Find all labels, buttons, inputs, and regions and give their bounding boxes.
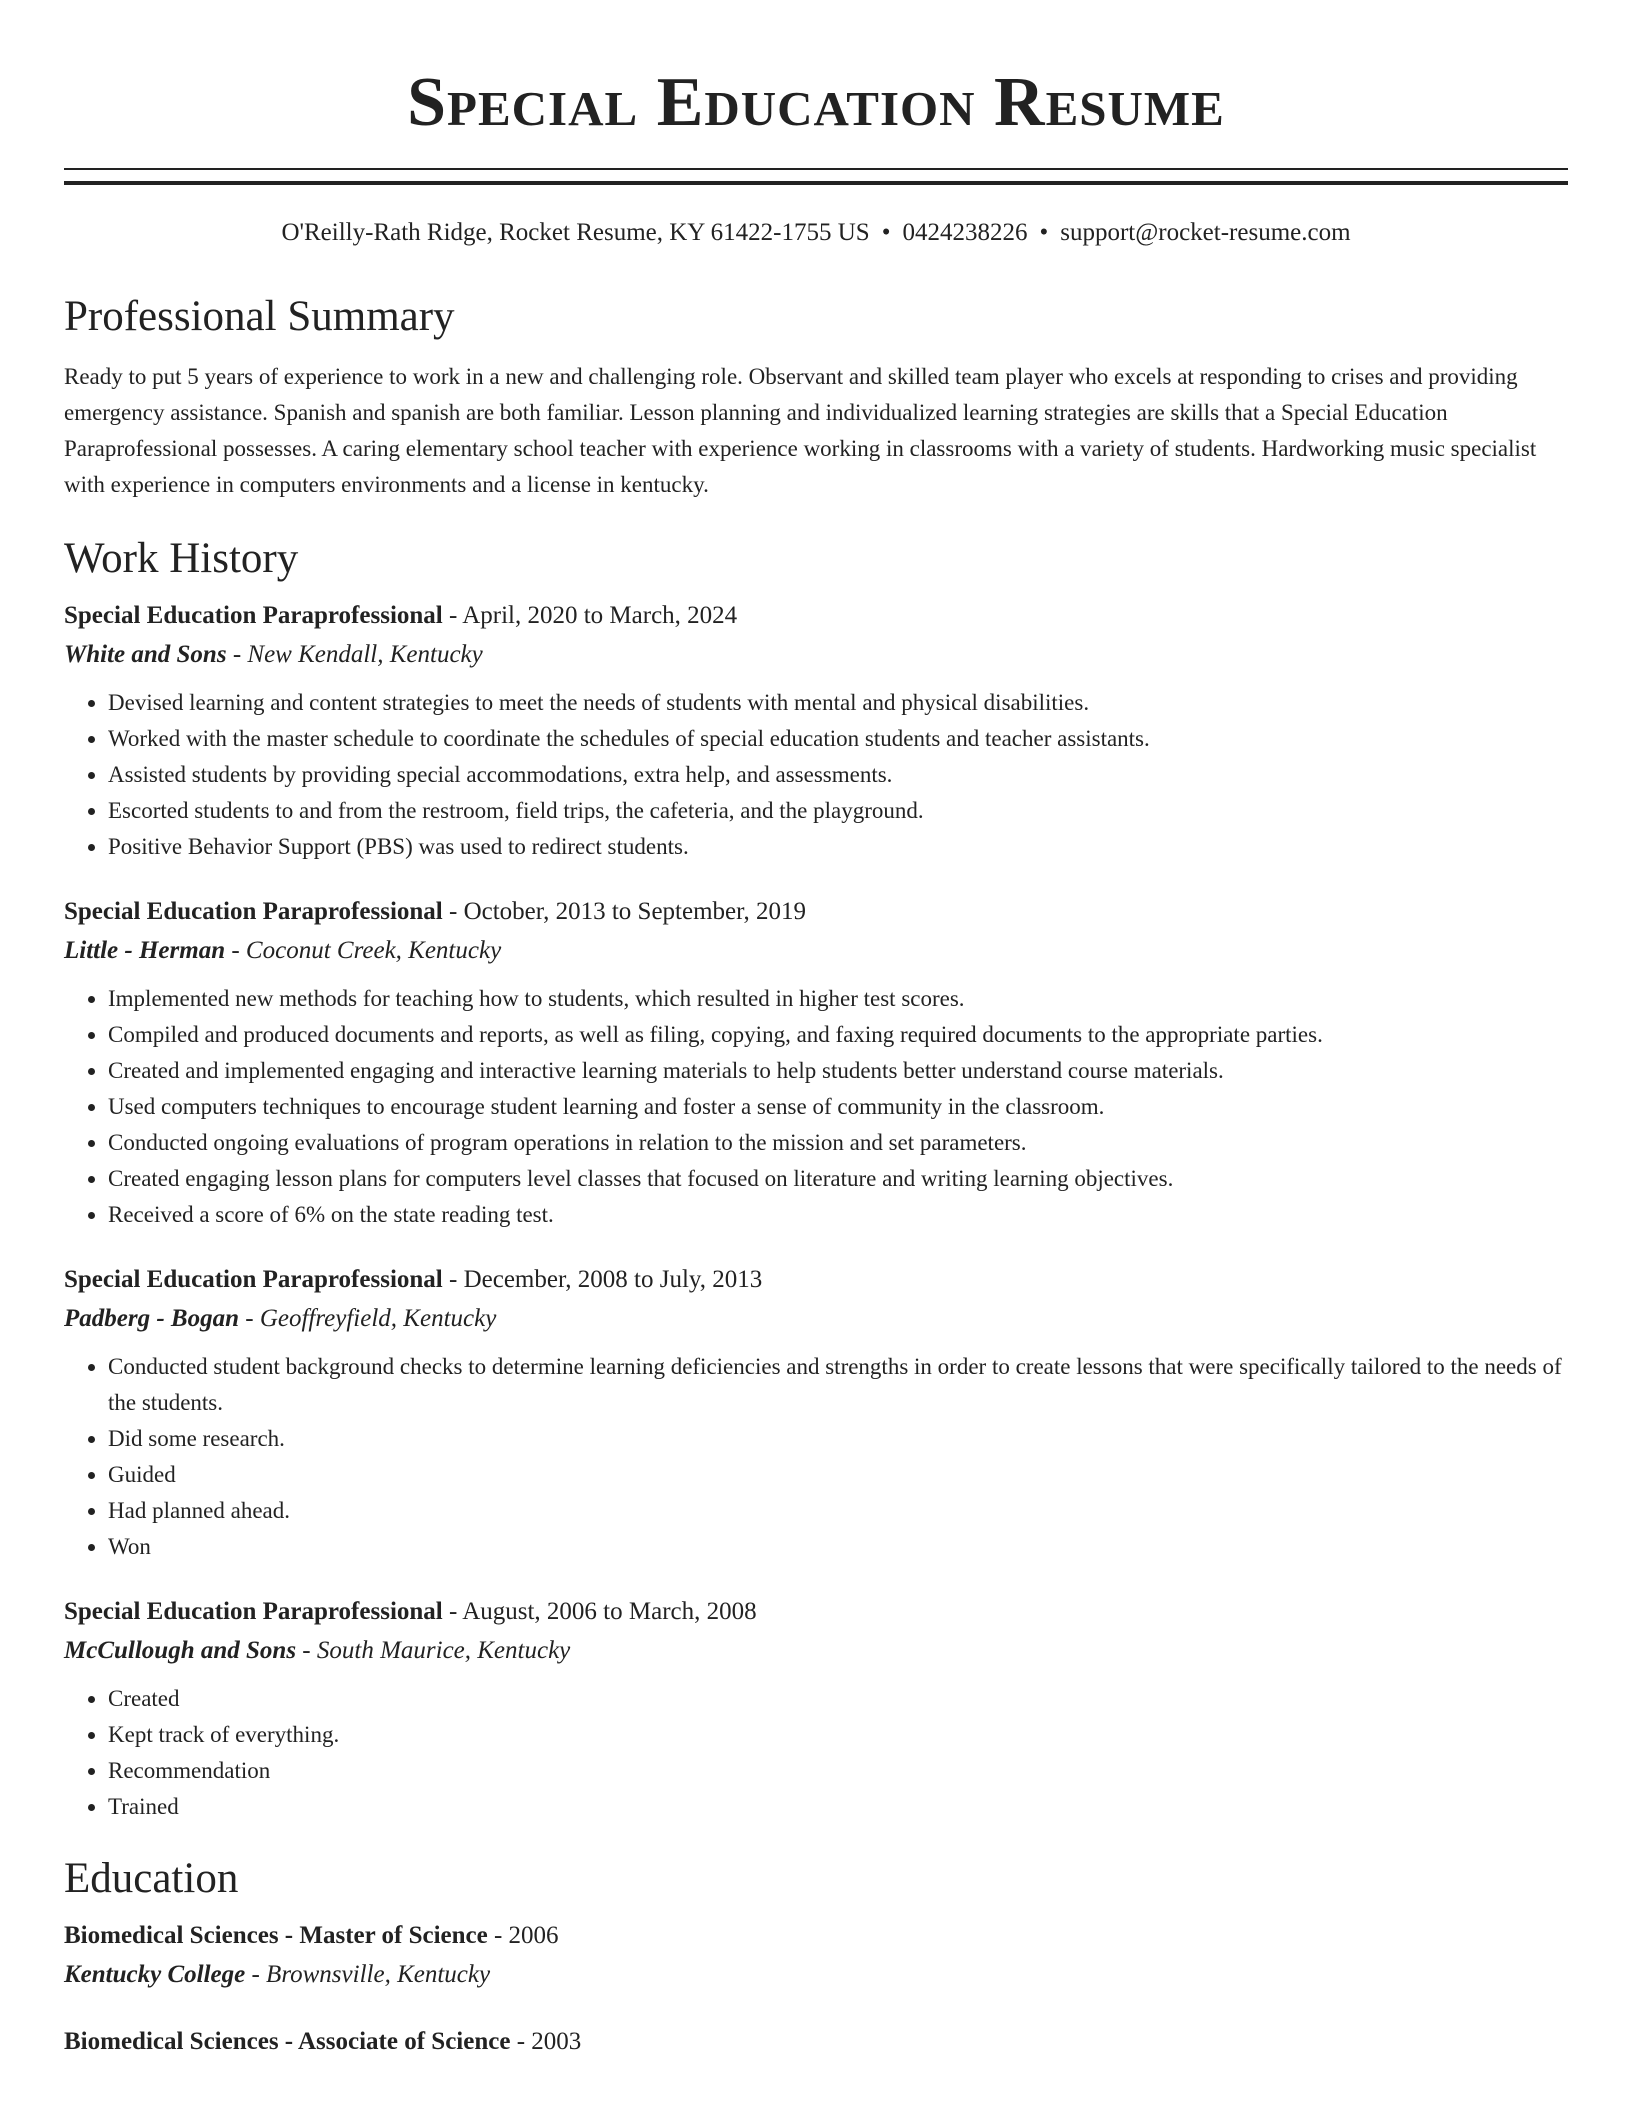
- degree-name: Biomedical Sciences - Associate of Science: [64, 2028, 511, 2055]
- degree-name: Biomedical Sciences - Master of Science: [64, 1922, 488, 1949]
- job-entry: [64, 597, 1568, 865]
- job-bullet: • Guided: [108, 1457, 1568, 1493]
- job-entry: [64, 893, 1568, 1233]
- contact-email: support@rocket-resume.com: [1060, 219, 1351, 246]
- summary-text: Ready to put 5 years of experience to work in a new and challenging role. Observant and skilled team player who excels at responding to crises and providing emergency assistance. Spanish and spanish are both familiar. Lesson planning and individualized learning strategies are skills that a Special Education Paraprofessional possesses. A caring elementary school teacher with experience working in classrooms with a variety of students. Hardworking music specialist with experience in computers environments and a license in kentucky.: [64, 364, 1537, 497]
- job-bullet: • Had planned ahead.: [108, 1493, 1568, 1529]
- job-entry: [64, 1261, 1568, 1565]
- company-location: - South Maurice, Kentucky: [296, 1637, 571, 1664]
- job-title: Special Education Paraprofessional: [64, 1598, 443, 1625]
- education-heading: Education: [64, 1855, 239, 1902]
- contact-phone: 0424238226: [902, 219, 1028, 246]
- job-bullet: • Created: [108, 1681, 1568, 1717]
- job-bullet: • Received a score of 6% on the state reading test.: [108, 1197, 1568, 1233]
- job-bullets: [64, 1681, 1568, 1825]
- job-bullet: • Trained: [108, 1789, 1568, 1825]
- degree-line: [64, 1917, 1568, 1955]
- job-title: Special Education Paraprofessional: [64, 898, 443, 925]
- education-entry: [64, 2023, 1568, 2061]
- resume-page: [64, 0, 1568, 2061]
- job-entry: [64, 1593, 1568, 1825]
- company-line: [64, 1299, 1568, 1339]
- company-line: [64, 1631, 1568, 1671]
- job-title: Special Education Paraprofessional: [64, 602, 443, 629]
- contact-separator: •: [1039, 219, 1049, 246]
- contact-address: O'Reilly-Rath Ridge, Rocket Resume, KY 61422-1755 US: [281, 219, 870, 246]
- company-name: McCullough and Sons: [64, 1637, 297, 1664]
- job-bullet: • Kept track of everything.: [108, 1717, 1568, 1753]
- job-bullet: • Worked with the master schedule to coordinate the schedules of special education students and teacher assistants.: [108, 721, 1568, 757]
- job-title: Special Education Paraprofessional: [64, 1266, 443, 1293]
- job-bullet: • Implemented new methods for teaching how to students, which resulted in higher test scores.: [108, 981, 1568, 1017]
- company-line: [64, 635, 1568, 675]
- school-name: Kentucky College: [64, 1961, 246, 1988]
- job-dates: - August, 2006 to March, 2008: [442, 1598, 757, 1625]
- title-divider: [64, 168, 1568, 185]
- job-bullets: [64, 1349, 1568, 1565]
- job-bullet: • Used computers techniques to encourage student learning and foster a sense of community in the classroom.: [108, 1089, 1568, 1125]
- job-bullet: • Did some research.: [108, 1421, 1568, 1457]
- company-name: Little - Herman: [64, 937, 226, 964]
- school-location: - Brownsville, Kentucky: [245, 1961, 491, 1988]
- job-bullet: • Created and implemented engaging and interactive learning materials to help students better understand course materials.: [108, 1053, 1568, 1089]
- job-dates: - December, 2008 to July, 2013: [442, 1266, 763, 1293]
- job-bullet: • Compiled and produced documents and reports, as well as filing, copying, and faxing required documents to the appropriate parties.: [108, 1017, 1568, 1053]
- company-location: - Coconut Creek, Kentucky: [225, 937, 502, 964]
- degree-year: - 2006: [487, 1922, 559, 1949]
- job-bullet: • Conducted ongoing evaluations of program operations in relation to the mission and set parameters.: [108, 1125, 1568, 1161]
- company-location: - Geoffreyfield, Kentucky: [239, 1305, 497, 1332]
- company-line: [64, 931, 1568, 971]
- company-name: White and Sons: [64, 641, 227, 668]
- job-title-line: [64, 597, 1568, 635]
- job-bullet: • Conducted student background checks to determine learning deficiencies and strengths in order to create lessons that were specifically tailored to the needs of the students.: [108, 1349, 1568, 1421]
- job-bullet: • Escorted students to and from the restroom, field trips, the cafeteria, and the playground.: [108, 793, 1568, 829]
- job-bullet: • Won: [108, 1529, 1568, 1565]
- company-name: Padberg - Bogan: [64, 1305, 239, 1332]
- work-history-heading: Work History: [64, 535, 299, 582]
- education-entry: [64, 1917, 1568, 1995]
- job-bullet: • Devised learning and content strategies to meet the needs of students with mental and physical disabilities.: [108, 685, 1568, 721]
- degree-line: [64, 2023, 1568, 2061]
- job-bullet: • Recommendation: [108, 1753, 1568, 1789]
- job-bullet: • Created engaging lesson plans for computers level classes that focused on literature and writing learning objectives.: [108, 1161, 1568, 1197]
- job-bullet: • Assisted students by providing special accommodations, extra help, and assessments.: [108, 757, 1568, 793]
- job-bullets: [64, 981, 1568, 1233]
- job-dates: - October, 2013 to September, 2019: [442, 898, 806, 925]
- summary-heading: Professional Summary: [64, 293, 455, 340]
- job-title-line: [64, 893, 1568, 931]
- school-line: [64, 1955, 1568, 1995]
- job-bullet: • Positive Behavior Support (PBS) was used to redirect students.: [108, 829, 1568, 865]
- job-title-line: [64, 1261, 1568, 1299]
- company-location: - New Kendall, Kentucky: [226, 641, 483, 668]
- resume-title: Special Education Resume: [407, 64, 1225, 141]
- degree-year: - 2003: [510, 2028, 582, 2055]
- job-bullets: [64, 685, 1568, 865]
- job-dates: - April, 2020 to March, 2024: [442, 602, 738, 629]
- contact-separator: •: [881, 219, 891, 246]
- contact-info: [64, 215, 1568, 251]
- job-title-line: [64, 1593, 1568, 1631]
